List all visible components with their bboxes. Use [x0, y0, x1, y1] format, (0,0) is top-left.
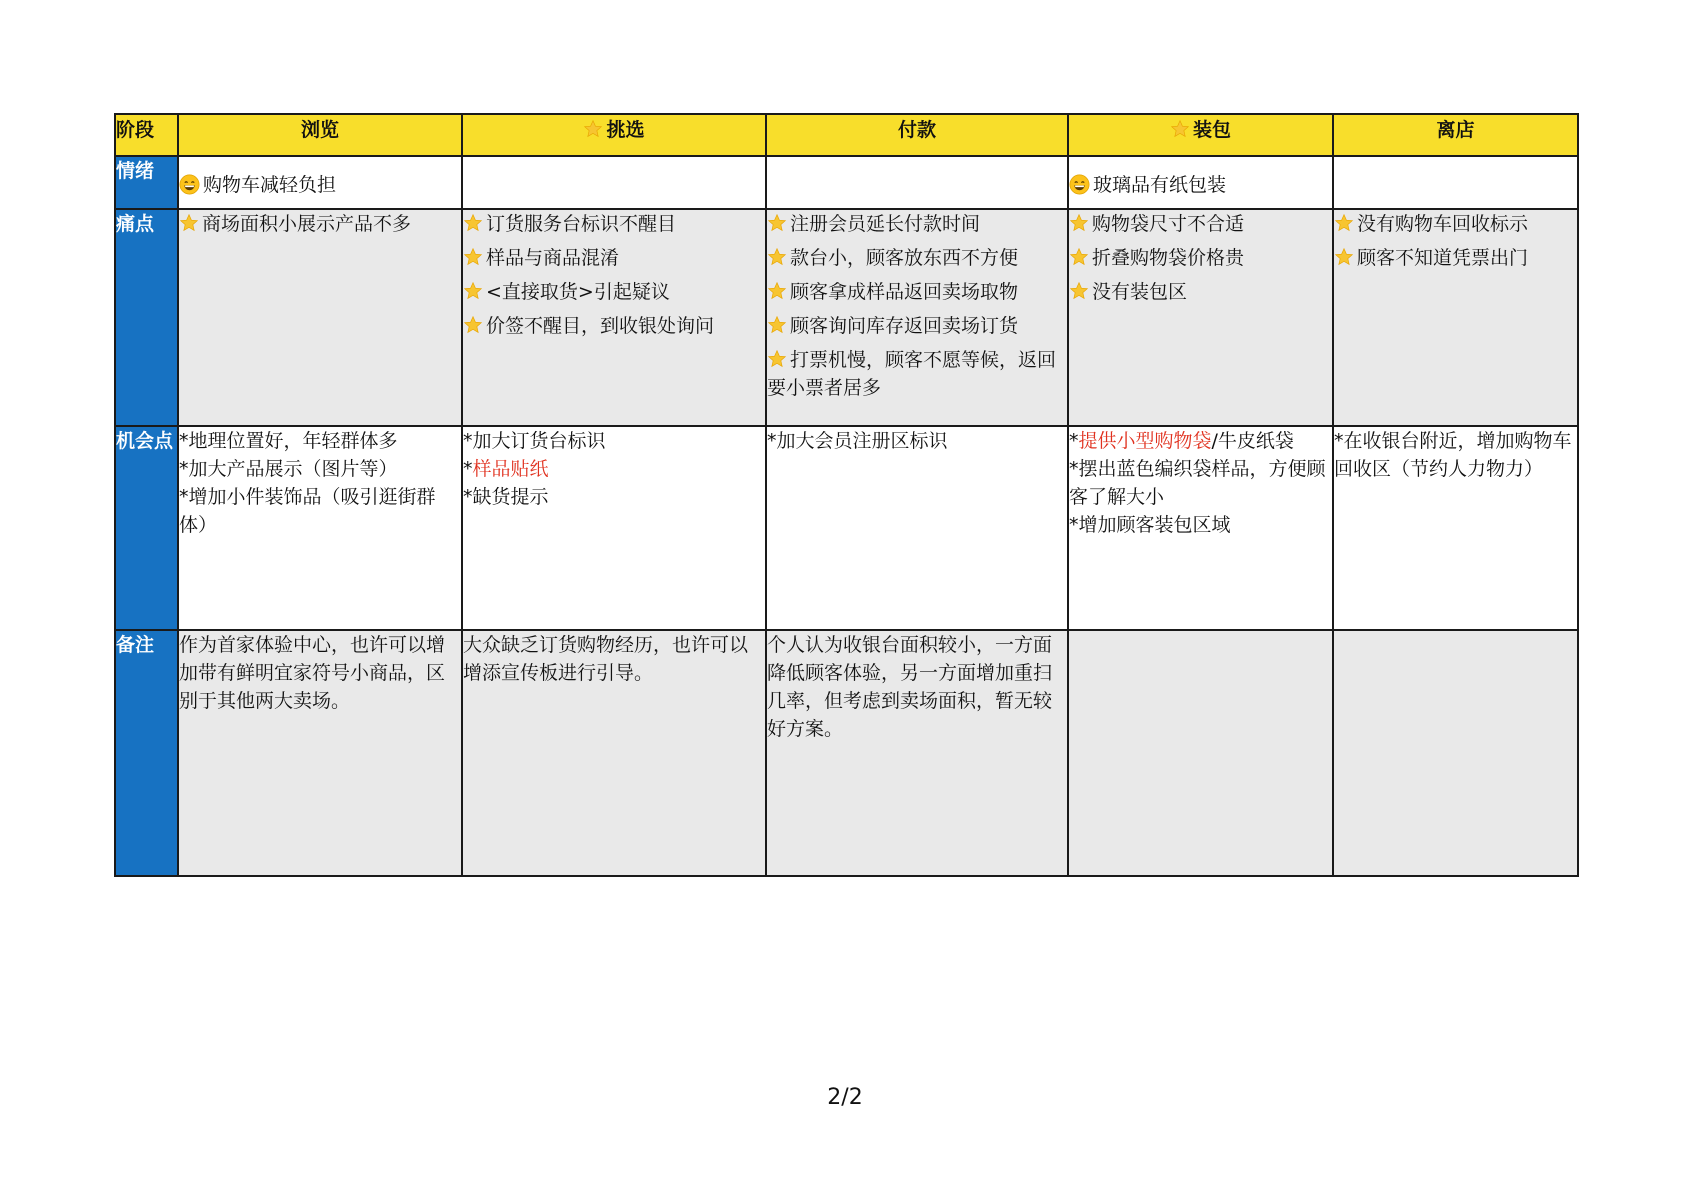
- pain-cell-leave: [1333, 209, 1578, 426]
- star-icon: [179, 213, 199, 233]
- remark-cell-select: 大众缺乏订货购物经历，也许可以增添宣传板进行引导。: [462, 630, 766, 876]
- opportunity-bullet: *: [463, 458, 473, 480]
- pain-item: [463, 312, 765, 340]
- phase-header-pack-label: 装包: [1192, 119, 1231, 141]
- opportunity-row: [115, 426, 1578, 630]
- pain-text: 没有装包区: [1092, 281, 1188, 303]
- grinning-face-icon: [179, 174, 200, 195]
- pain-text: 没有购物车回收标示: [1357, 213, 1529, 235]
- pain-text: 款台小，顾客放东西不方便: [790, 247, 1019, 269]
- pain-text: 价签不醒目，到收银处询问: [486, 315, 715, 337]
- pain-text: <直接取货>引起疑议: [486, 281, 670, 303]
- star-icon: [463, 315, 483, 335]
- emotion-row: [115, 156, 1578, 209]
- star-icon: [1069, 213, 1089, 233]
- remark-row: [115, 630, 1578, 876]
- pain-item: [767, 312, 1067, 340]
- pain-text: 购物袋尺寸不合适: [1092, 213, 1245, 235]
- star-icon: [463, 247, 483, 267]
- remark-cell-pack: [1068, 630, 1333, 876]
- pain-item: [767, 278, 1067, 306]
- phase-header-select-label: 挑选: [606, 119, 645, 141]
- star-icon: [767, 315, 787, 335]
- opportunity-item: *加大订货台标识: [463, 430, 606, 452]
- star-icon: [463, 213, 483, 233]
- remark-cell-leave: [1333, 630, 1578, 876]
- opportunity-cell-select: [462, 426, 766, 630]
- stage-column-header: 阶段: [115, 114, 178, 156]
- pain-text: 注册会员延长付款时间: [790, 213, 981, 235]
- phase-header-leave: 离店: [1333, 114, 1578, 156]
- phase-header-pay: 付款: [766, 114, 1068, 156]
- opportunity-item: *缺货提示: [463, 486, 549, 508]
- pain-item: [463, 244, 765, 272]
- pain-text: 打票机慢，顾客不愿等候，返回要小票者居多: [767, 349, 1057, 399]
- remark-cell-pay: 个人认为收银台面积较小，一方面降低顾客体验，另一方面增加重扫几率，但考虑到卖场面积，暂无较好方案。: [766, 630, 1068, 876]
- opportunity-item: *地理位置好，年轻群体多: [179, 430, 398, 452]
- pain-item: [1334, 210, 1577, 238]
- phase-header-select: [462, 114, 766, 156]
- pain-item: [463, 278, 765, 306]
- star-icon: [1170, 119, 1190, 139]
- grinning-face-icon: [1069, 174, 1090, 195]
- pain-text: 样品与商品混淆: [486, 247, 620, 269]
- pain-item: [767, 210, 1067, 238]
- opportunity-cell-pay: [766, 426, 1068, 630]
- opportunity-item: *摆出蓝色编织袋样品，方便顾客了解大小: [1069, 458, 1326, 508]
- remark-cell-browse: 作为首家体验中心，也许可以增加带有鲜明宜家符号小商品，区别于其他两大卖场。: [178, 630, 462, 876]
- star-icon: [767, 349, 787, 369]
- pain-cell-browse: [178, 209, 462, 426]
- pain-text: 折叠购物袋价格贵: [1092, 247, 1245, 269]
- opportunity-item: *加大会员注册区标识: [767, 430, 948, 452]
- emotion-cell-pack: [1068, 156, 1333, 209]
- opportunity-bullet: *: [1069, 430, 1079, 452]
- pain-item: [767, 244, 1067, 272]
- opportunity-item: *增加小件装饰品（吸引逛街群体）: [179, 486, 436, 536]
- emotion-cell-leave: [1333, 156, 1578, 209]
- opportunity-item: *加大产品展示（图片等）: [179, 458, 398, 480]
- pain-cell-select: [462, 209, 766, 426]
- emotion-text-browse: 购物车减轻负担: [203, 174, 337, 196]
- pain-item: [1069, 244, 1332, 272]
- pain-cell-pay: [766, 209, 1068, 426]
- opportunity-cell-leave: [1333, 426, 1578, 630]
- page-number: 2/2: [827, 1085, 863, 1110]
- star-icon: [1069, 247, 1089, 267]
- pain-text: 顾客询问库存返回卖场订货: [790, 315, 1019, 337]
- pain-text: 订货服务台标识不醒目: [486, 213, 677, 235]
- opportunity-item: [1069, 427, 1332, 455]
- pain-row: [115, 209, 1578, 426]
- opportunity-highlight: 样品贴纸: [472, 458, 549, 480]
- star-icon: [767, 281, 787, 301]
- pain-item: [463, 210, 765, 238]
- row-label-pain: 痛点: [115, 209, 178, 426]
- customer-journey-table: [114, 113, 1579, 877]
- opportunity-item: *增加顾客装包区域: [1069, 514, 1231, 536]
- header-row: [115, 114, 1578, 156]
- phase-header-pack: [1068, 114, 1333, 156]
- star-icon: [767, 247, 787, 267]
- row-label-remark: 备注: [115, 630, 178, 876]
- opportunity-cell-browse: [178, 426, 462, 630]
- pain-item: [767, 346, 1067, 402]
- pain-text: 顾客拿成样品返回卖场取物: [790, 281, 1019, 303]
- pain-text: 商场面积小展示产品不多: [202, 213, 412, 235]
- pain-item: [1069, 278, 1332, 306]
- star-icon: [767, 213, 787, 233]
- pain-cell-pack: [1068, 209, 1333, 426]
- row-label-emotion: 情绪: [115, 156, 178, 209]
- pain-item: [1334, 244, 1577, 272]
- star-icon: [463, 281, 483, 301]
- opportunity-highlight: 提供小型购物袋: [1078, 430, 1212, 452]
- emotion-cell-pay: [766, 156, 1068, 209]
- phase-header-browse: 浏览: [178, 114, 462, 156]
- emotion-cell-select: [462, 156, 766, 209]
- emotion-text-pack: 玻璃品有纸包装: [1093, 174, 1227, 196]
- pain-item: [179, 210, 461, 238]
- pain-text: 顾客不知道凭票出门: [1357, 247, 1529, 269]
- opportunity-suffix: /牛皮纸袋: [1211, 430, 1294, 452]
- star-icon: [583, 119, 603, 139]
- star-icon: [1069, 281, 1089, 301]
- pain-item: [1069, 210, 1332, 238]
- emotion-cell-browse: [178, 156, 462, 209]
- opportunity-item: *在收银台附近，增加购物车回收区（节约人力物力）: [1334, 430, 1572, 480]
- star-icon: [1334, 213, 1354, 233]
- star-icon: [1334, 247, 1354, 267]
- opportunity-cell-pack: [1068, 426, 1333, 630]
- opportunity-item: [463, 455, 765, 483]
- row-label-opportunity: 机会点: [115, 426, 178, 630]
